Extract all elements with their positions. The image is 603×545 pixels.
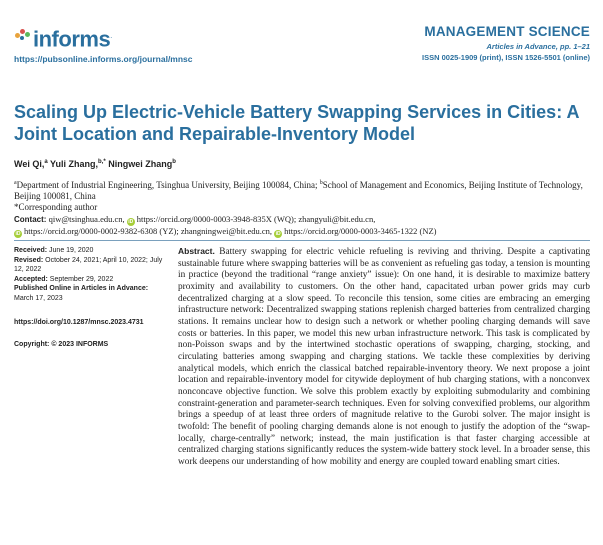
orcid-icon: iD	[128, 219, 134, 225]
contact-block	[14, 214, 594, 238]
affiliation-b: School of Management and Economics, Beijing Institute of Technology, Beijing 100081, China	[14, 180, 583, 201]
copyright: Copyright: © 2023 INFORMS	[14, 340, 109, 348]
author-name[interactable]: Wei Qi,	[14, 159, 45, 169]
email-link[interactable]: zhangyuli@bit.edu.cn,	[298, 214, 376, 224]
doi-link[interactable]: https://doi.org/10.1287/mnsc.2023.4731	[14, 319, 144, 326]
journal-info	[422, 24, 590, 63]
abstract	[178, 246, 590, 468]
issn-line: ISSN 0025-1909 (print), ISSN 1526-5501 (online)	[422, 53, 590, 62]
orcid-link[interactable]: https://orcid.org/0000-0003-3948-835X (WQ);	[136, 214, 297, 224]
page-header	[14, 14, 590, 74]
abstract-label: Abstract.	[178, 246, 215, 256]
affiliations: $^a$Department of Industrial Engineering, Tsinghua University, Beijing 100084, China; $^b$School of Management and Economics, Beijing Institute of Technology, Beijing 100081, China	[14, 180, 583, 201]
article-history: Received: June 19, 2020 Revised: October 24, 2021; April 10, 2022; July 12, 2022 Accepted: September 29, 2022 Published Online in Articles in Advance: March 17, 2023 https://doi.org/10.1287/mnsc.2023.4731 Copyright: © 2023 INFORMS	[14, 247, 163, 348]
email-link[interactable]: zhangningwei@bit.edu.cn,	[180, 226, 272, 236]
informs-logo[interactable]	[14, 26, 112, 50]
received-date: June 19, 2020	[49, 247, 94, 254]
corresponding-author-note: *Corresponding author	[14, 202, 98, 212]
published-date: March 17, 2023	[14, 294, 63, 302]
email-link[interactable]: qiw@tsinghua.edu.cn,	[48, 214, 125, 224]
abstract-text: Battery swapping for electric vehicle refueling is reviving and thriving. Despite a captivating sustainable future where swapping batteries will be as convenient as refueling gas today, a tension is mounting in practice (beyond the traditional “range anxiety” issue): On one hand, it is desirable to maximize battery proximity and availability to customers. On the other hand, capacitated urban power grids may curb decentralized charging at a slow speed. To reconcile this tension, some cities are embracing an emerging infrastructure network: Decentralized swapping stations replenish charged batteries from centralized charging stations. It remains unclear how to design such a network or whether pooling charging demands will save costs or batteries. In this paper, we model this new urban infrastructure network. This task is complicated by non-Poisson swaps and by the intertwined stochastic operations of swapping, charging, stocking, and circulating batteries among swapping and charging stations. We tackle these complexities by deriving analytical models, which enrich the classical batched repairable-inventory theory. We next propose a joint location and repairable-inventory model for citywide deployment of hub charging stations, with a nonconvex nonconcave objective function. We solve this problem exactly by exploiting submodularity and combining constraint-generation and parameter-search techniques. Even for solving convexified problems, our algorithm brings a speedup of at least three orders of magnitude relative to the Gurobi solver. The major insight is twofold: The benefit of pooling charging demands alone is not enough to justify the adoption of the “swap-locally, charge-centrally” network; instead, the main justification is that faster charging accessible at centralized charging stations significantly reduces the system-wide battery stock level. In a broader sense, this work deepens our understanding of how mobility and energy are coupled toward enabling smart cities.	[178, 247, 590, 467]
orcid-icon: iD	[15, 231, 21, 237]
advance-line: Articles in Advance, pp. 1–21	[486, 42, 590, 51]
orcid-link[interactable]: https://orcid.org/0000-0003-3465-1322 (NZ)	[284, 226, 437, 236]
journal-url-link[interactable]: https://pubsonline.informs.org/journal/mnsc	[14, 54, 193, 64]
author-name[interactable]: Yuli Zhang,	[50, 159, 99, 169]
accepted-date: September 29, 2022	[49, 275, 114, 283]
contact-label: Contact:	[14, 215, 47, 224]
journal-name: MANAGEMENT SCIENCE	[424, 24, 590, 39]
logo-wordmark: informs.	[33, 26, 112, 52]
author-name[interactable]: Ningwei Zhang	[108, 159, 173, 169]
orcid-icon: iD	[275, 231, 281, 237]
affiliation-a: Department of Industrial Engineering, Tsinghua University, Beijing 100084, China;	[16, 180, 318, 190]
article-title: Scaling Up Electric-Vehicle Battery Swapping Services in Cities: A Joint Location and Repairable-Inventory Model	[14, 102, 579, 144]
author-list: Wei Qi,$^a$ Yuli Zhang,$^{b,*}$ Ningwei Zhang$^b$	[14, 159, 176, 169]
orcid-link[interactable]: https://orcid.org/0000-0002-9382-6308 (YZ);	[24, 226, 179, 236]
revised-dates: October 24, 2021; April 10, 2022; July 12, 2022	[14, 256, 163, 273]
section-divider	[14, 240, 590, 241]
logo-dots-icon	[14, 27, 32, 49]
